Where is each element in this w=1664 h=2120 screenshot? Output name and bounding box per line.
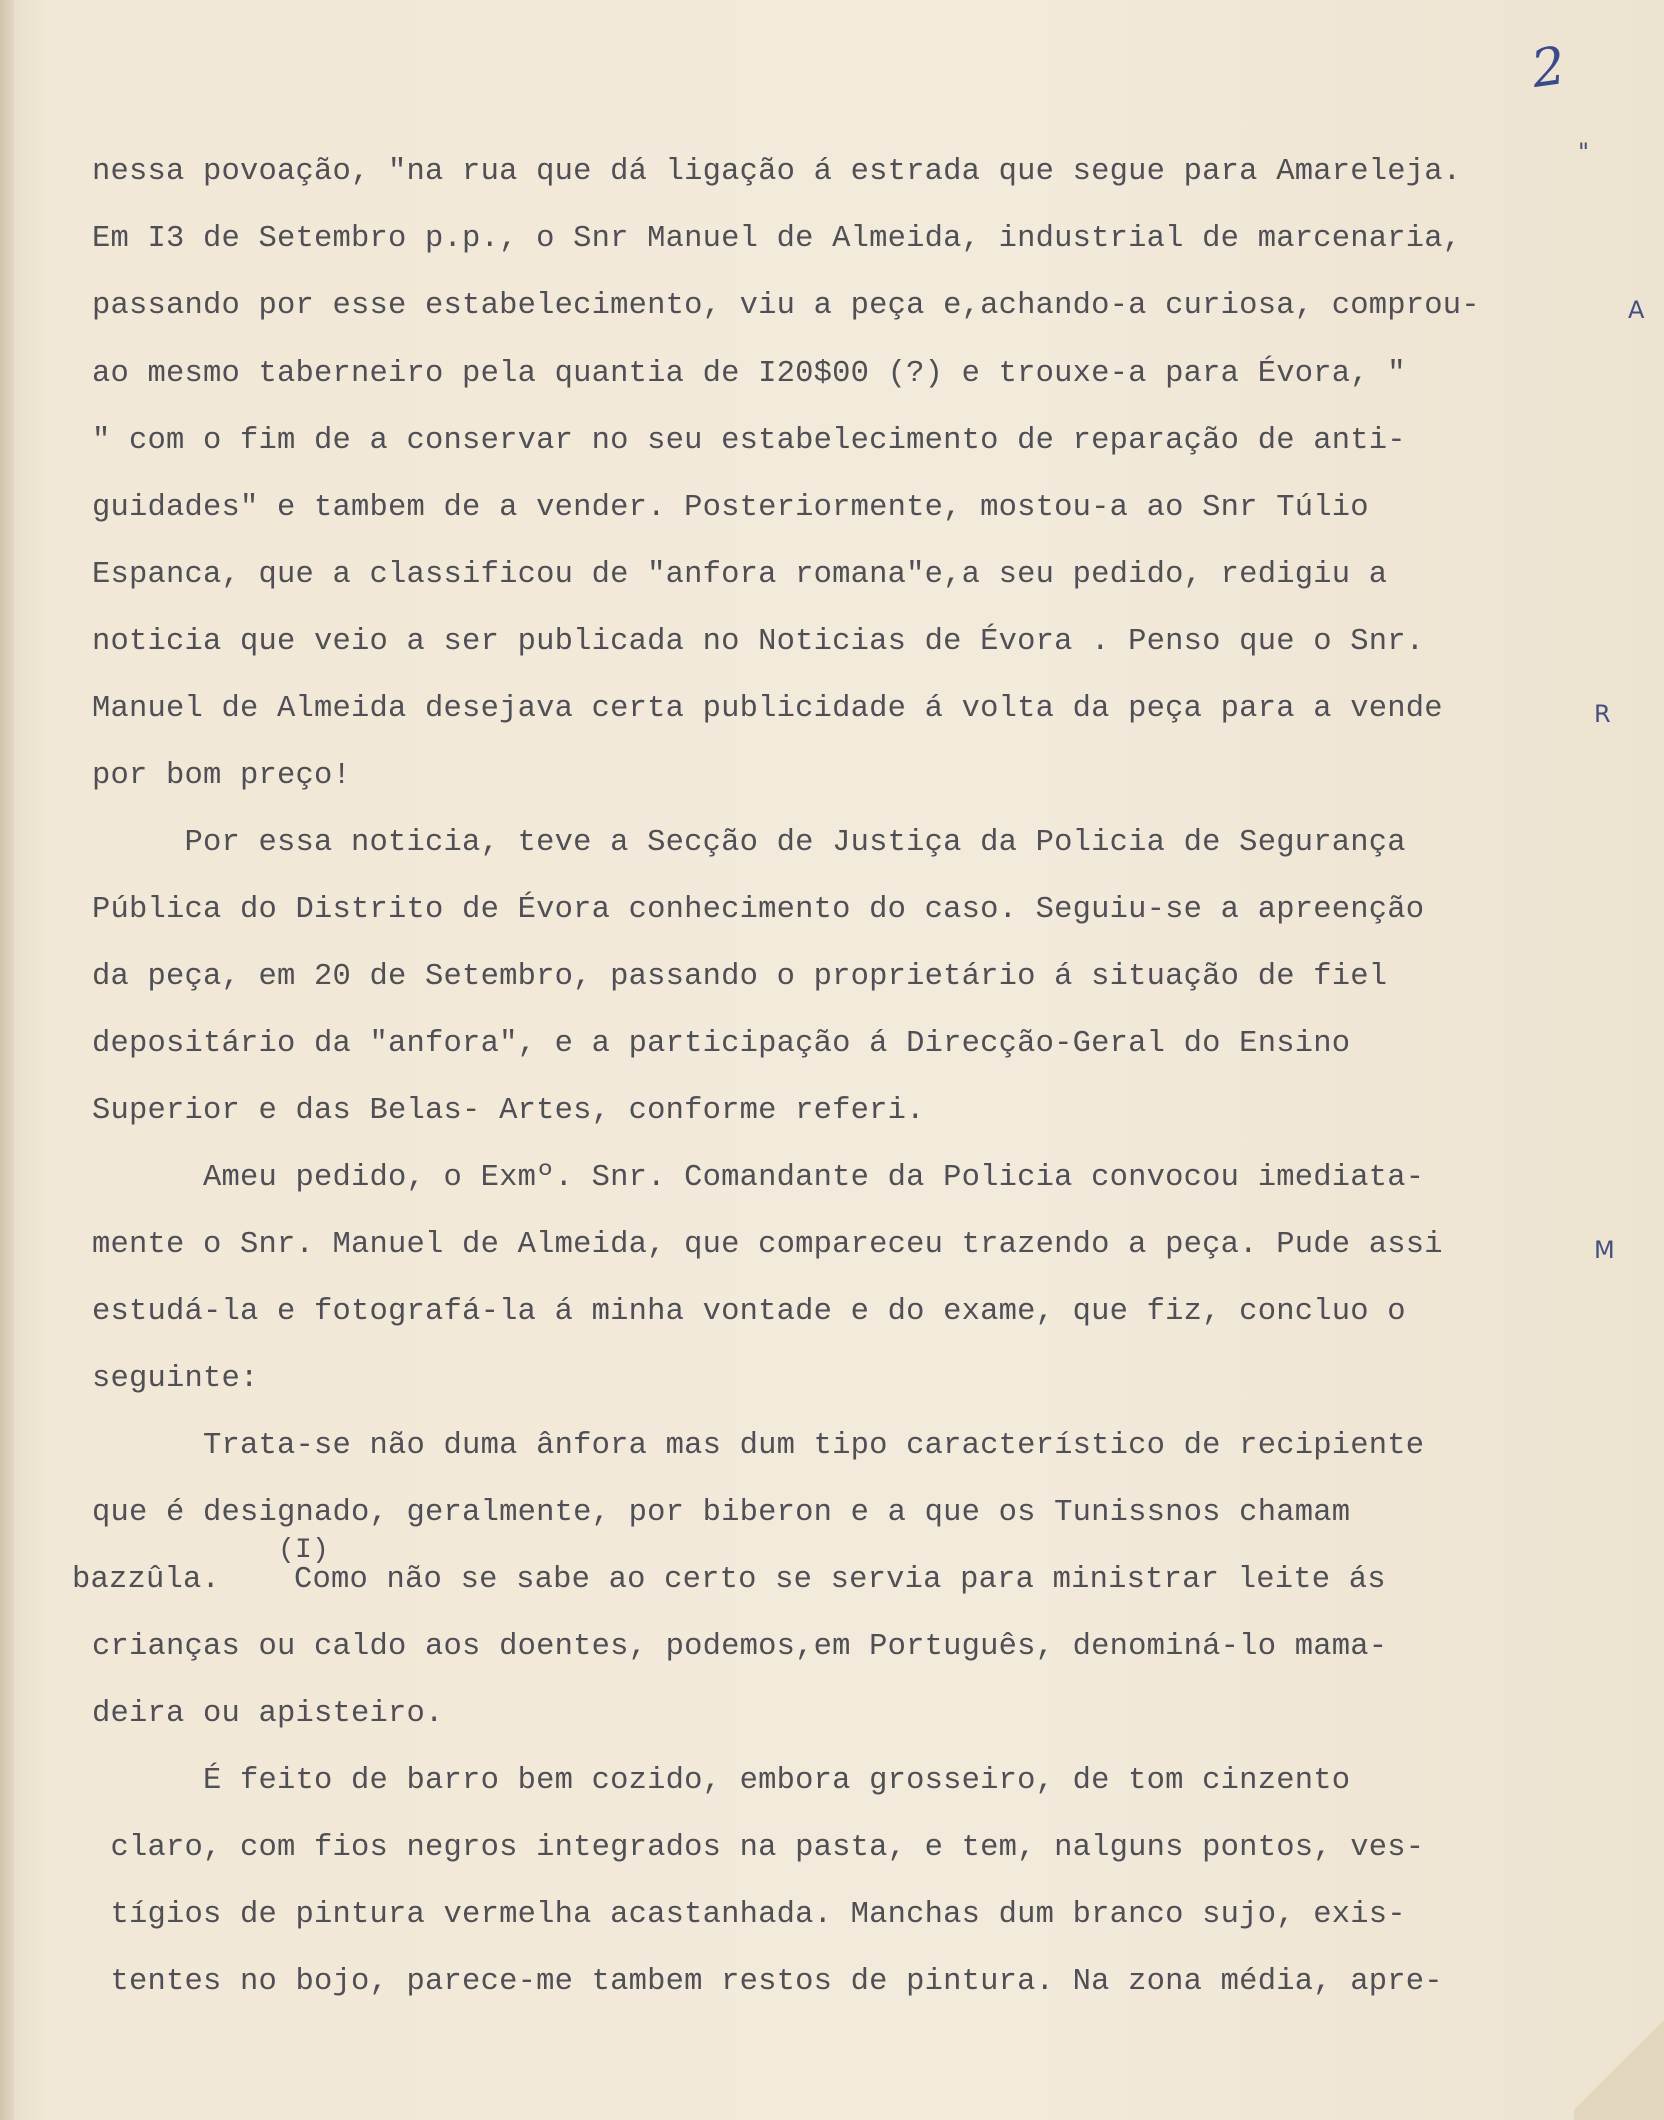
text-line: Manuel de Almeida desejava certa publicidade á volta da peça para a vende [92, 692, 1443, 726]
text-line: estudá-la e fotografá-la á minha vontade e do exame, que fiz, concluo o [92, 1295, 1406, 1329]
text-line: noticia que veio a ser publicada no Noticias de Évora . Penso que o Snr. [92, 625, 1425, 659]
margin-mark: M [1594, 1236, 1615, 1264]
text-line: Ameu pedido, o Exmº. Snr. Comandante da Policia convocou imediata- [92, 1161, 1425, 1195]
text-line: " com o fim de a conservar no seu estabelecimento de reparação de anti- [92, 424, 1406, 458]
text-line: passando por esse estabelecimento, viu a peça e,achando-a curiosa, comprou- [92, 289, 1480, 323]
text-line: bazzûla. Como não se sabe ao certo se servia para ministrar leite ás [72, 1563, 1386, 1597]
text-line: Pública do Distrito de Évora conhecimento do caso. Seguiu-se a apreenção [92, 893, 1425, 927]
margin-mark: R [1594, 700, 1611, 728]
page-corner [1574, 2010, 1664, 2120]
text-line: seguinte: [92, 1362, 259, 1396]
margin-mark: " [1578, 138, 1590, 166]
text-line: depositário da "anfora", e a participação á Direcção-Geral do Ensino [92, 1027, 1351, 1061]
text-line: por bom preço! [92, 759, 352, 793]
page-number: 2 [1527, 35, 1570, 101]
footnote-reference: (I) [278, 1535, 330, 1566]
text-line: Por essa noticia, teve a Secção de Justiça da Policia de Segurança [92, 826, 1406, 860]
text-line: claro, com fios negros integrados na pasta, e tem, nalguns pontos, ves- [92, 1831, 1425, 1865]
margin-mark: A [1628, 296, 1645, 324]
text-line: tentes no bojo, parece-me tambem restos de pintura. Na zona média, apre- [92, 1965, 1443, 1999]
text-line: Em I3 de Setembro p.p., o Snr Manuel de Almeida, industrial de marcenaria, [92, 222, 1462, 256]
text-line: da peça, em 20 de Setembro, passando o proprietário á situação de fiel [92, 960, 1388, 994]
text-line: ao mesmo taberneiro pela quantia de I20$00 (?) e trouxe-a para Évora, " [92, 357, 1406, 391]
page-edge [0, 0, 14, 2120]
text-line: É feito de barro bem cozido, embora grosseiro, de tom cinzento [92, 1764, 1351, 1798]
text-line: crianças ou caldo aos doentes, podemos,em Português, denominá-lo mama- [92, 1630, 1388, 1664]
text-line: Trata-se não duma ânfora mas dum tipo característico de recipiente [92, 1429, 1425, 1463]
text-line: mente o Snr. Manuel de Almeida, que compareceu trazendo a peça. Pude assi [92, 1228, 1443, 1262]
text-line: Espanca, que a classificou de "anfora romana"e,a seu pedido, redigiu a [92, 558, 1388, 592]
text-line: Superior e das Belas- Artes, conforme referi. [92, 1094, 925, 1128]
text-line: nessa povoação, "na rua que dá ligação á estrada que segue para Amareleja. [92, 155, 1462, 189]
text-line: guidades" e tambem de a vender. Posteriormente, mostou-a ao Snr Túlio [92, 491, 1369, 525]
text-line: deira ou apisteiro. [92, 1697, 444, 1731]
text-line: tígios de pintura vermelha acastanhada. Manchas dum branco sujo, exis- [92, 1898, 1406, 1932]
text-line: que é designado, geralmente, por biberon e a que os Tunissnos chamam [92, 1496, 1351, 1530]
